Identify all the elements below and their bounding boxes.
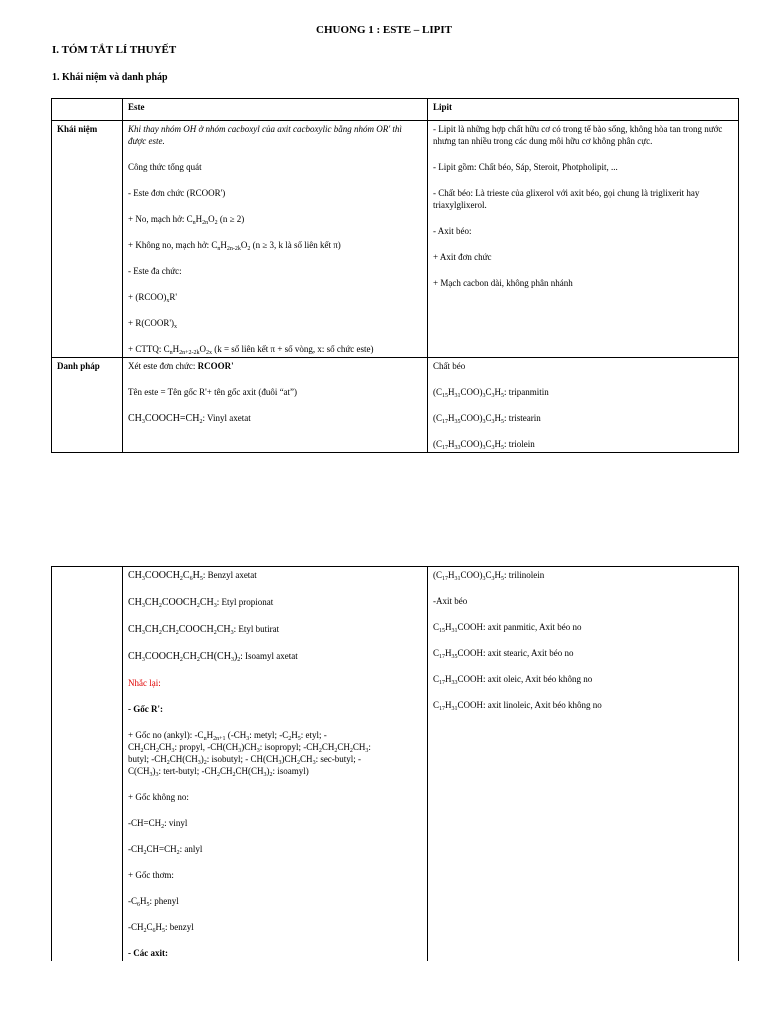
axit-stearic: $C_{17}H_{35}COOH$: axit stearic, Axit béo no (433, 648, 574, 660)
goc-khong-no-heading: + Gốc không no: (128, 792, 189, 802)
table-row-continued (52, 567, 739, 962)
goc-benzyl: $-CH_2C_6H_5$: benzyl (128, 922, 194, 934)
subsection-heading: 1. Khái niệm và danh pháp (52, 72, 168, 83)
header-este: Este (123, 99, 428, 121)
example-etyl-propionat: $CH_3CH_2COOCH_2CH_3$: Etyl propionat (128, 597, 274, 609)
goc-anlyl: $-CH_2CH=CH_2$: anlyl (128, 844, 203, 856)
formula-cttq: + CTTQ: $C_nH_{2n+2-2k}O_{2x}$ (k = số liên kết π + số vòng, x: số chức este) (128, 344, 374, 356)
cell-este-khai-niem (123, 121, 428, 358)
goc-r-heading: - Gốc R': (128, 704, 163, 714)
chat-beo-title: Chất béo (433, 361, 466, 371)
chat-beo-tripanmitin: $(C_{15}H_{31}COO)_3C_3H_5$: tripanmitin (433, 387, 549, 399)
danh-phap-line-2: Tên este = Tên gốc R'+ tên gốc axit (đuôi “at”) (128, 387, 298, 397)
goc-thom-heading: + Gốc thơm: (128, 870, 174, 880)
danh-phap-line-1: Xét este đơn chức: RCOOR' (128, 361, 234, 371)
formula-no-mach-ho: + No, mạch hở: $C_nH_{2n}O_2$ (n ≥ 2) (128, 214, 245, 226)
lipit-def-4: - Axit béo: (433, 226, 472, 236)
chat-beo-tristearin: $(C_{17}H_{35}COO)_3C_3H_5$: tristearin (433, 413, 541, 425)
row-label-khai-niem: Khái niệm (52, 121, 123, 358)
lipit-def-1: - Lipit là những hợp chất hữu cơ có trong tế bào sống, không hòa tan trong nước nhưng tan nhiều trong các dung môi hữu cơ không phân cực. (433, 124, 723, 146)
formula-da-chuc-1: + $(RCOO)_xR'$ (128, 292, 177, 304)
danh-phap-example: $CH_3COOCH=CH_2$: Vinyl axetat (128, 413, 251, 425)
este-definition: Khi thay nhóm OH ở nhóm cacboxyl của axit cacboxylic bằng nhóm OR' thì được este. (128, 124, 402, 146)
row-label-danh-phap: Danh pháp (52, 358, 123, 453)
lipit-def-5: + Axit đơn chức (433, 252, 492, 262)
formula-khong-no: + Không no, mạch hở: $C_nH_{2n-2k}O_2$ (n ≥ 3, k là số liên kết π) (128, 240, 341, 252)
axit-oleic: $C_{17}H_{33}COOH$: axit oleic, Axit béo không no (433, 674, 593, 686)
table-header-row (52, 99, 739, 121)
cell-este-continued (123, 567, 428, 962)
axit-linoleic: $C_{17}H_{31}COOH$: axit linoleic, Axit béo không no (433, 700, 602, 712)
page-title: CHUONG 1 : ESTE – LIPIT (316, 24, 452, 36)
goc-phenyl: $-C_6H_5$: phenyl (128, 896, 179, 908)
cell-lipit-continued (428, 567, 739, 962)
lipit-def-3: - Chất béo: Là trieste của glixerol với axit béo, gọi chung là triglixerit hay triaxylglixerol. (433, 188, 700, 210)
example-benzyl-axetat: $CH_3COOCH_2C_6H_5$: Benzyl axetat (128, 570, 257, 582)
chat-beo-triolein: $(C_{17}H_{33}COO)_3C_3H_5$: triolein (433, 439, 535, 451)
nhac-lai-note: Nhắc lại: (128, 678, 161, 688)
lipit-def-6: + Mạch cacbon dài, không phân nhánh (433, 278, 573, 288)
table-row-danh-phap (52, 358, 739, 453)
goc-no-paragraph: + Gốc no (ankyl): $-C_nH_{2n+1}$ ($-CH_3$: metyl; $-C_2H_5$: etyl; - $CH_2CH_2CH_3$: propyl, $-CH(CH_3)CH_3$: isopropyl; $-CH_2CH_2CH_2CH_3$: butyl; $-CH_2CH(CH_3)_2$: isobutyl; - $CH(CH_3)CH_2CH_3$: sec-butyl; - $C(CH_3)_3$: tert-butyl; $-CH_2CH_2CH(CH_3)_2$: isoamyl) (128, 730, 371, 778)
cell-lipit-danh-phap (428, 358, 739, 453)
header-lipit: Lipit (428, 99, 739, 121)
lipit-def-2: - Lipit gồm: Chất béo, Sáp, Steroit, Photpholipit, ... (433, 162, 618, 172)
axit-beo-heading: -Axit béo (433, 596, 468, 606)
example-isoamyl-axetat: $CH_3COOCH_2CH_2CH(CH_3)_2$: Isoamyl axetat (128, 651, 298, 663)
continuation-table (51, 566, 739, 961)
summary-table (51, 98, 739, 453)
este-da-chuc: - Este đa chức: (128, 266, 182, 276)
row-label-empty (52, 567, 123, 962)
axit-panmitic: $C_{15}H_{31}COOH$: axit panmitic, Axit béo no (433, 622, 582, 634)
cell-este-danh-phap (123, 358, 428, 453)
cttq-title: Công thức tổng quát (128, 162, 202, 172)
example-etyl-butirat: $CH_3CH_2CH_2COOCH_2CH_3$: Etyl butirat (128, 624, 280, 636)
goc-vinyl: $-CH=CH_2$: vinyl (128, 818, 188, 830)
cell-lipit-khai-niem (428, 121, 739, 358)
este-don-chuc: - Este đơn chức (RCOOR') (128, 188, 226, 198)
formula-da-chuc-2: + $R(COOR')_x$ (128, 318, 177, 330)
header-empty-cell (52, 99, 123, 121)
table-row-khai-niem (52, 121, 739, 358)
section-heading: I. TÓM TẮT LÍ THUYẾT (52, 44, 177, 56)
chat-beo-trilinolein: $(C_{17}H_{31}COO)_3C_3H_5$: trilinolein (433, 570, 545, 582)
cac-axit-heading: - Các axit: (128, 948, 168, 958)
